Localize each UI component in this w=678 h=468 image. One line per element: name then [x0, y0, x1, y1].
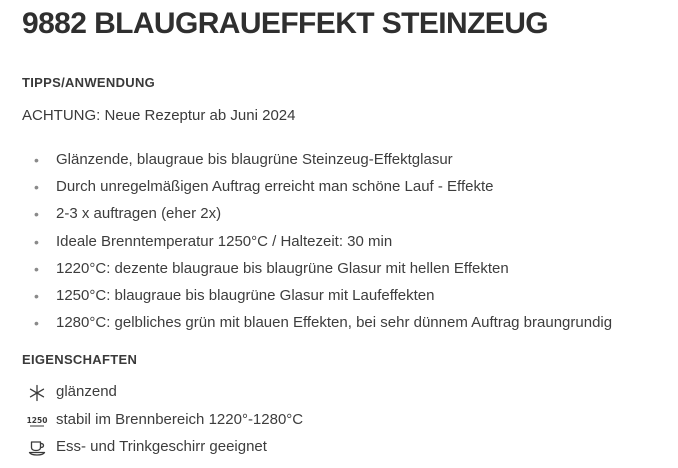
- property-label: stabil im Brennbereich 1220°-1280°C: [56, 410, 304, 428]
- properties-heading: EIGENSCHAFTEN: [22, 352, 138, 367]
- list-item: [22, 258, 612, 285]
- bullet-icon: •: [34, 179, 39, 196]
- property-item-food-safe: [22, 436, 303, 464]
- properties-list: [22, 381, 303, 464]
- tips-list: [22, 149, 612, 339]
- list-item: [22, 285, 612, 312]
- temperature-icon-text: 1250: [26, 415, 48, 425]
- bullet-icon: •: [34, 233, 39, 250]
- list-item-text: Glänzende, blaugraue bis blaugrüne Steinzeug-Effektglasur: [56, 151, 453, 168]
- tips-heading: TIPPS/ANWENDUNG: [22, 75, 156, 90]
- property-item-firing-range: [22, 409, 303, 437]
- temperature-1250-icon: [28, 412, 46, 430]
- list-item-text: 1280°C: gelbliches grün mit blauen Effekten, bei sehr dünnem Auftrag braungrundig: [56, 314, 613, 332]
- recipe-notice: ACHTUNG: Neue Rezeptur ab Juni 2024: [22, 107, 296, 124]
- product-title: 9882 BLAUGRAUEFFEKT STEINZEUG: [22, 7, 548, 40]
- list-item: [22, 149, 612, 176]
- property-label: Ess- und Trinkgeschirr geeignet: [56, 438, 267, 455]
- list-item-text: Ideale Brenntemperatur 1250°C / Haltezeit: 30 min: [56, 232, 393, 250]
- bullet-icon: •: [34, 206, 39, 223]
- list-item: [22, 312, 612, 339]
- bullet-icon: •: [34, 315, 39, 332]
- list-item: [22, 203, 612, 230]
- sparkle-icon: [28, 384, 46, 402]
- property-label: glänzend: [56, 383, 117, 400]
- bullet-icon: •: [34, 152, 39, 168]
- bullet-icon: •: [34, 287, 39, 304]
- cup-saucer-icon: [28, 439, 46, 457]
- list-item-text: Durch unregelmäßigen Auftrag erreicht man schöne Lauf - Effekte: [56, 178, 494, 196]
- list-item-text: 2-3 x auftragen (eher 2x): [56, 205, 222, 223]
- list-item: [22, 231, 612, 258]
- bullet-icon: •: [34, 260, 39, 277]
- list-item-text: 1250°C: blaugraue bis blaugrüne Glasur mit Laufeffekten: [56, 286, 435, 304]
- property-item-glossy: [22, 381, 303, 409]
- list-item-text: 1220°C: dezente blaugraue bis blaugrüne Glasur mit hellen Effekten: [56, 259, 509, 277]
- list-item: [22, 176, 612, 203]
